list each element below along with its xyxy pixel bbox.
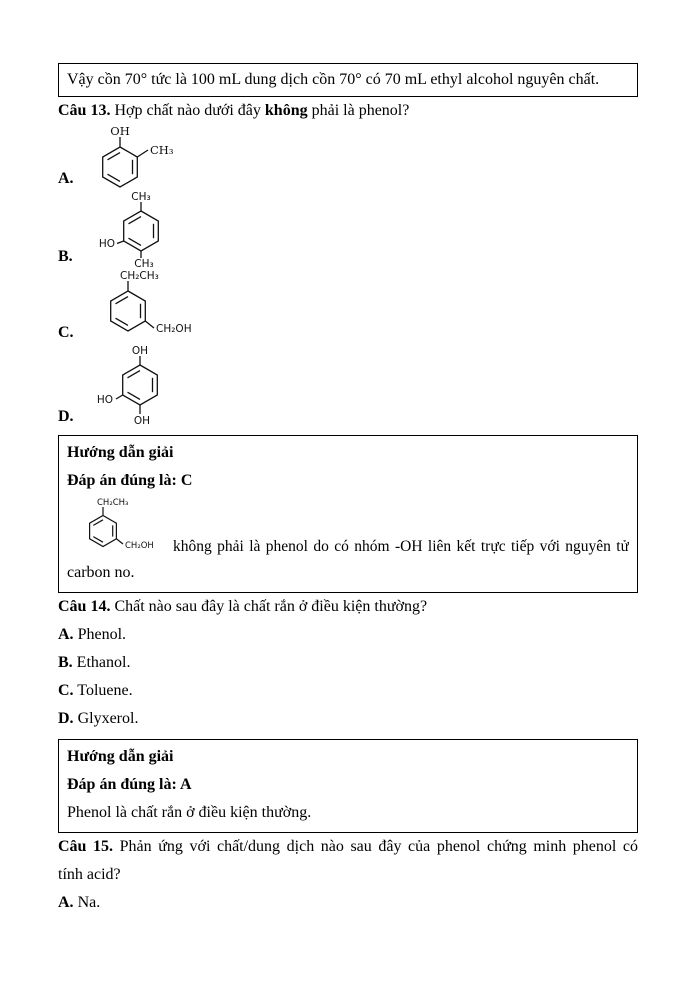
- q14-solution-explanation: Phenol là chất rắn ở điều kiện thường.: [67, 804, 312, 821]
- q13-option-d-letter: D.: [58, 408, 74, 425]
- question-13-title: [58, 97, 638, 125]
- q13-solution-structure-row: [67, 497, 629, 559]
- q14-option-c: C. Toluene.: [58, 682, 133, 699]
- q15-option-a: A. Na.: [58, 894, 101, 911]
- oh-top-label: OH: [131, 345, 148, 357]
- structure-c-small-diagram: [67, 497, 167, 559]
- q14-option-b: B. Ethanol.: [58, 654, 131, 671]
- structure-b-dimethylphenol-diagram: [77, 191, 207, 269]
- q13-option-b-letter: B.: [58, 248, 73, 265]
- q13-option-c-row: [58, 269, 638, 345]
- ch2oh-label: CH₂OH: [155, 323, 192, 335]
- ho-label: HO: [98, 238, 115, 250]
- q14-option-d: D. Glyxerol.: [58, 710, 139, 727]
- content-area: [58, 63, 638, 917]
- q14-solution-box: [58, 739, 638, 833]
- structure-d-benzenetriol-diagram: [78, 345, 208, 429]
- question-15-text-line2: tính acid?: [58, 866, 121, 883]
- ch2ch3-label: CH₂CH₃: [97, 498, 129, 508]
- ch2oh-label: CH₂OH: [125, 541, 154, 551]
- ch3-top-label: CH₃: [130, 191, 151, 203]
- question-13-bold-word: không: [264, 102, 308, 119]
- question-15-title: [58, 833, 638, 861]
- q13-option-a-letter: A.: [58, 170, 74, 187]
- q13-solution-explanation-line1: không phải là phenol do có nhóm -OH liên kết trực tiếp với nguyên tử: [173, 538, 629, 555]
- question-13-text-after: phải là phenol?: [311, 102, 410, 119]
- ch3-bottom-label: CH₃: [133, 258, 154, 269]
- q13-option-b-row: [58, 191, 638, 269]
- structure-c-ethylbenzyl-alcohol-diagram: [78, 269, 213, 345]
- q13-option-c-letter: C.: [58, 324, 74, 341]
- q13-solution-explanation-line2: carbon no.: [67, 564, 135, 581]
- q14-option-a: A. Phenol.: [58, 626, 127, 643]
- q14-solution-heading: Hướng dẫn giải: [67, 748, 174, 765]
- question-14-title: [58, 593, 638, 621]
- intro-note-box: [58, 63, 638, 97]
- intro-note-text: Vậy cồn 70° tức là 100 mL dung dịch cồn 70° có 70 mL ethyl alcohol nguyên chất.: [67, 71, 600, 88]
- q13-solution-answer: Đáp án đúng là: C: [67, 472, 193, 489]
- ho-left-label: HO: [96, 394, 113, 406]
- oh-bottom-label: OH: [133, 415, 150, 427]
- question-15-label: Câu 15.: [58, 838, 114, 855]
- q13-solution-heading: Hướng dẫn giải: [67, 444, 174, 461]
- oh-label: OH: [109, 125, 130, 138]
- structure-a-methylphenol-diagram: [78, 125, 198, 191]
- question-14-text: Chất nào sau đây là chất rắn ở điều kiện thường?: [114, 598, 428, 615]
- q13-solution-box: [58, 435, 638, 593]
- question-13-label: Câu 13.: [58, 102, 111, 119]
- question-14-label: Câu 14.: [58, 598, 111, 615]
- q14-solution-answer: Đáp án đúng là: A: [67, 776, 192, 793]
- q13-option-d-row: [58, 345, 638, 429]
- ch3-label: CH₃: [149, 143, 174, 157]
- ch2ch3-label: CH₂CH₃: [119, 270, 159, 282]
- question-13-text-before: Hợp chất nào dưới đây: [114, 102, 261, 119]
- question-15-text-line1: Phản ứng với chất/dung dịch nào sau đây của phenol chứng minh phenol có: [119, 838, 638, 855]
- q13-option-a-row: [58, 125, 638, 191]
